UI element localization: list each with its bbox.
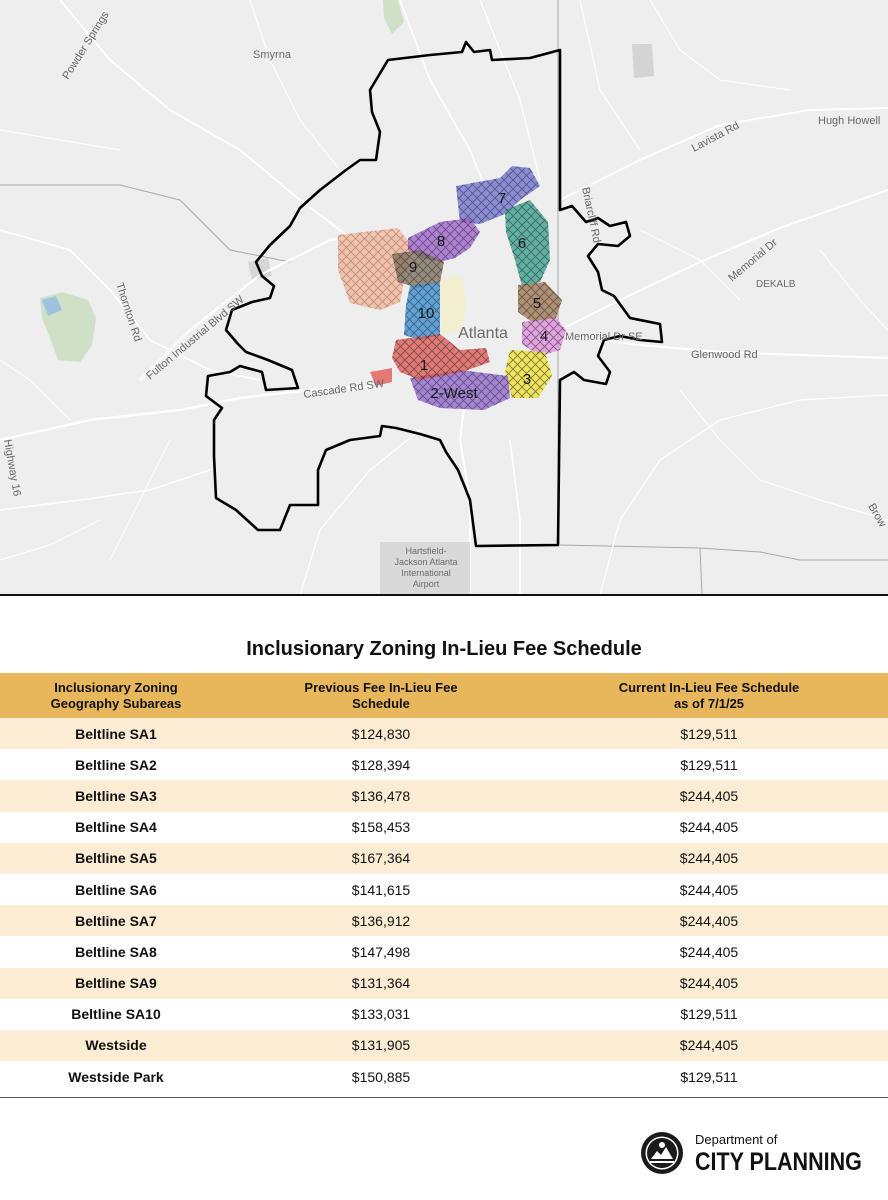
header-subareas-l2: Geography Subareas: [50, 695, 182, 711]
cell-previous-fee: $131,905: [232, 1030, 530, 1061]
label-cascade: Cascade Rd SW: [302, 377, 385, 401]
cell-previous-fee: $158,453: [351, 819, 411, 836]
cell-subarea: Beltline SA5: [0, 843, 232, 874]
table-row: [0, 1061, 888, 1092]
table-row: [0, 812, 888, 843]
label-atlanta: Atlanta: [458, 325, 508, 342]
label-airport-2: Jackson Atlanta: [394, 557, 458, 567]
label-sa7: 7: [497, 190, 507, 207]
cell-previous-fee: $128,394: [351, 756, 411, 773]
table-body: [0, 718, 888, 1092]
cell-subarea: Westside: [0, 1030, 232, 1061]
cell-current-fee: $244,405: [530, 905, 888, 936]
logo-line-2: CITY PLANNING: [695, 1148, 862, 1176]
header-subareas: [0, 673, 232, 718]
cell-subarea: Beltline SA8: [75, 943, 157, 960]
label-dekalb: DEKALB: [756, 279, 796, 290]
cell-subarea: Westside Park: [68, 1068, 164, 1085]
label-smyrna: Smyrna: [253, 49, 291, 61]
table-row: [0, 999, 888, 1030]
table-title: Inclusionary Zoning In-Lieu Fee Schedule: [246, 638, 642, 660]
header-current-fee: [530, 673, 888, 718]
map-canvas: [0, 0, 888, 595]
header-previous-fee: [232, 673, 530, 718]
cell-subarea: Beltline SA7: [0, 905, 232, 936]
header-previous-l1: Previous Fee In-Lieu Fee: [304, 679, 458, 695]
cell-current-fee: $244,405: [679, 819, 739, 836]
cell-subarea: Beltline SA10: [71, 1006, 161, 1023]
cell-current-fee: $129,511: [680, 1068, 738, 1085]
label-sa5: 5: [532, 295, 542, 312]
label-airport-4: Airport: [412, 579, 440, 589]
label-sa8: 8: [436, 233, 446, 250]
cell-previous-fee: $136,912: [232, 905, 530, 936]
cell-previous-fee: $141,615: [351, 881, 411, 898]
cell-previous-fee: $150,885: [351, 1068, 411, 1085]
cell-subarea: Beltline SA6: [75, 881, 157, 898]
cell-current-fee: $244,405: [679, 943, 739, 960]
cell-previous-fee: $124,830: [232, 718, 530, 749]
label-sa4: 4: [539, 328, 549, 345]
cell-current-fee: $244,405: [530, 843, 888, 874]
cell-previous-fee: $167,364: [232, 843, 530, 874]
cell-current-fee: $244,405: [679, 881, 739, 898]
label-glenwood: Glenwood Rd: [691, 349, 758, 361]
cell-current-fee: $244,405: [530, 780, 888, 811]
header-current-l1: Current In-Lieu Fee Schedule: [618, 679, 800, 695]
label-lavista: Lavista Rd: [689, 119, 742, 155]
logo-line-1: Department of: [695, 1132, 778, 1147]
label-airport-1: Hartsfield-: [405, 546, 447, 556]
cell-previous-fee: $136,478: [232, 780, 530, 811]
fee-schedule-table: [0, 673, 888, 1092]
section-divider: [0, 594, 888, 596]
cell-previous-fee: $147,498: [351, 943, 411, 960]
label-airport-3: International: [401, 568, 451, 578]
city-map[interactable]: [0, 0, 888, 595]
label-fulton-industrial: Fulton Industrial Blvd SW: [144, 293, 247, 383]
table-row: [0, 780, 888, 811]
header-previous-l2: Schedule: [352, 695, 410, 711]
label-brow: Brow: [865, 501, 888, 530]
table-row: [0, 1030, 888, 1061]
cell-current-fee: $244,405: [530, 1030, 888, 1061]
table-row: [0, 936, 888, 967]
label-powder-springs: Powder Springs: [60, 9, 112, 82]
label-hugh-howell: Hugh Howell: [818, 115, 881, 127]
cell-previous-fee: $131,364: [232, 968, 530, 999]
cell-current-fee: $129,511: [530, 718, 888, 749]
label-thornton: Thornton Rd: [113, 281, 144, 344]
cell-subarea: Beltline SA9: [0, 968, 232, 999]
label-sa6: 6: [517, 235, 527, 252]
label-memorial-ne: Memorial Dr: [726, 236, 780, 285]
header-current-l2: as of 7/1/25: [673, 695, 745, 711]
cell-subarea: Beltline SA4: [75, 819, 157, 836]
header-subareas-l1: Inclusionary Zoning: [54, 679, 178, 695]
department-logo: [640, 1130, 870, 1176]
label-sa1: 1: [419, 357, 429, 374]
cell-current-fee: $129,511: [680, 756, 738, 773]
table-row: [0, 905, 888, 936]
cell-subarea: Beltline SA2: [75, 756, 157, 773]
label-sa10: 10: [417, 305, 435, 322]
table-row: [0, 843, 888, 874]
table-row: [0, 749, 888, 780]
label-sa2-west: 2-West: [430, 385, 478, 402]
label-sa9: 9: [408, 259, 418, 276]
label-sa3: 3: [522, 371, 532, 388]
table-header-row: [0, 673, 888, 718]
cell-previous-fee: $133,031: [351, 1006, 411, 1023]
cell-subarea: Beltline SA1: [0, 718, 232, 749]
city-seal-icon: [640, 1131, 684, 1175]
table-row: [0, 718, 888, 749]
cell-subarea: Beltline SA3: [0, 780, 232, 811]
label-briarcliff: Briarcliff Rd: [579, 186, 603, 245]
table-bottom-rule: [0, 1097, 888, 1098]
cell-current-fee: $244,405: [530, 968, 888, 999]
label-highway: Highway 16: [1, 438, 23, 498]
table-row: [0, 874, 888, 905]
table-row: [0, 968, 888, 999]
cell-current-fee: $129,511: [680, 1006, 738, 1023]
label-memorial-se: Memorial Dr SE: [565, 331, 643, 343]
